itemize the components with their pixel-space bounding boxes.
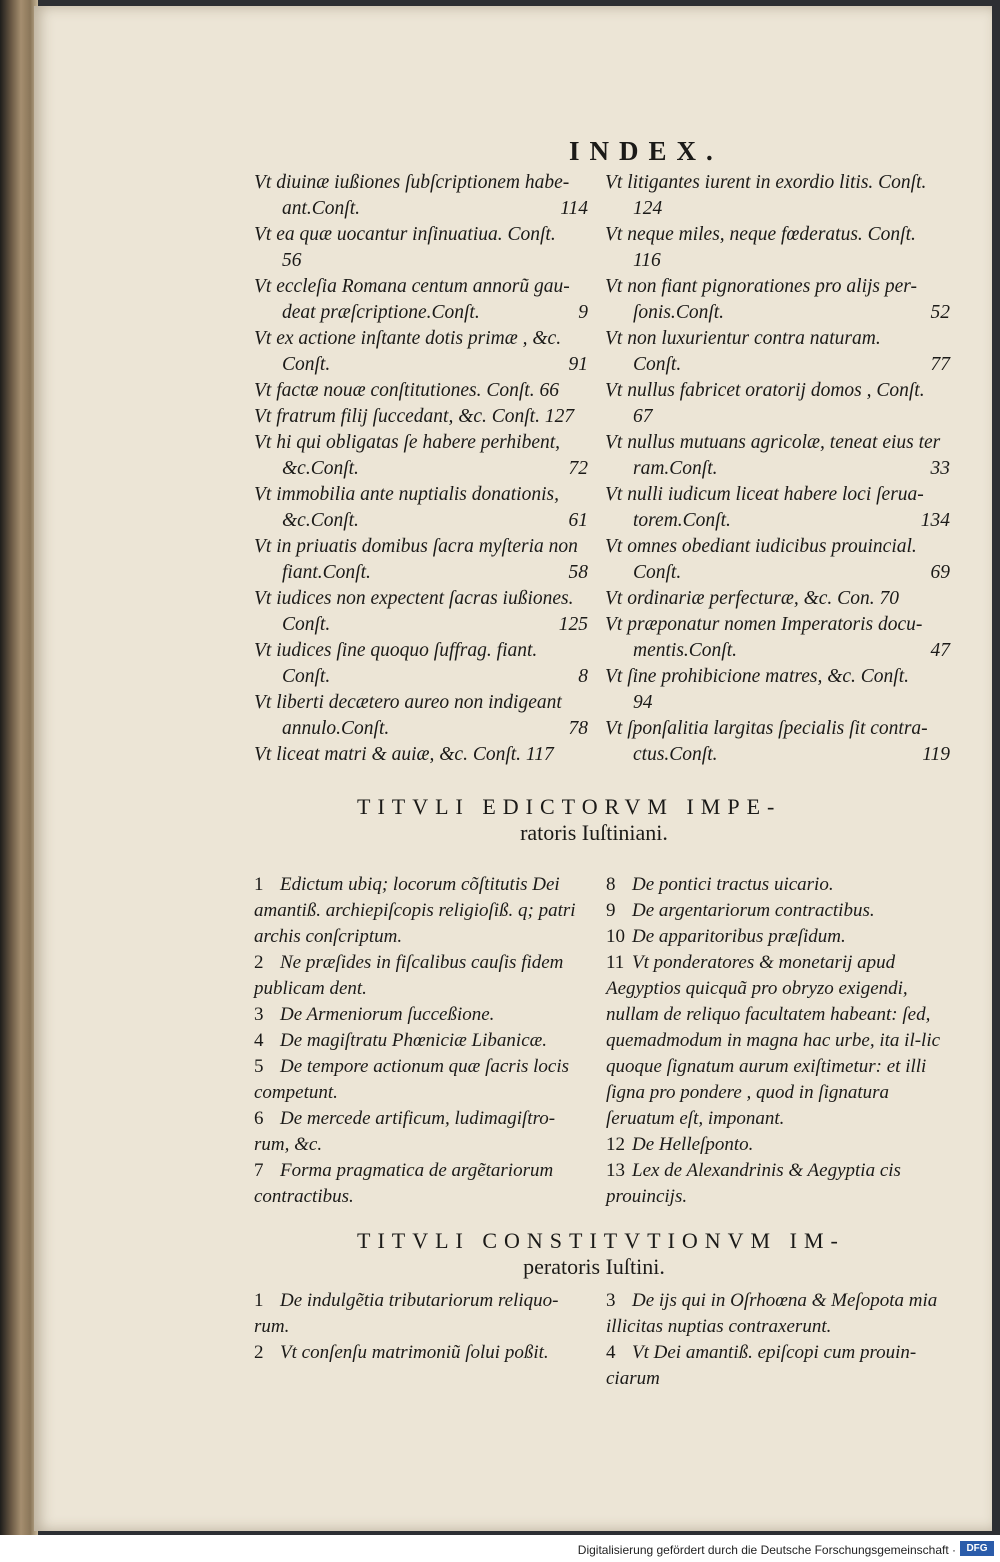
title-item-text: De pontici tractus uicario. xyxy=(632,874,834,895)
constitutiones-title-line2: peratoris Iuſtini. xyxy=(523,1254,665,1279)
index-entry-text: Vt ordinariæ perfecturæ, &c. Con. 70 xyxy=(605,588,899,609)
index-entry-continuation xyxy=(605,196,950,222)
edicta-title-line2: ratoris Iuſtiniani. xyxy=(520,820,668,845)
title-item xyxy=(254,950,589,1002)
index-entry-cont: Conſt. xyxy=(282,354,331,375)
index-entry-text: Vt ea quæ uocantur inſinuatiua. Conſt. xyxy=(254,224,556,245)
edicta-list-left xyxy=(254,872,589,1210)
index-entry xyxy=(605,274,950,326)
title-item xyxy=(606,924,951,950)
index-entry xyxy=(605,664,950,716)
title-item-number: 12 xyxy=(606,1134,625,1155)
title-item-text: Edictum ubiq; locorum cõſtitutis Dei amantiß. archiepiſcopis religioſiß. q; patri archis conſcriptum. xyxy=(254,874,576,947)
digitization-footer xyxy=(0,1535,1000,1562)
index-entry-number: 9 xyxy=(578,302,588,323)
index-entry-number: 52 xyxy=(930,302,950,323)
index-entry-text: Vt litigantes iurent in exordio litis. Conſt. xyxy=(605,172,927,193)
index-column-right xyxy=(605,170,950,768)
index-entry xyxy=(605,482,950,534)
index-entry-text: Vt immobilia ante nuptialis donationis, xyxy=(254,484,559,505)
index-entry-number: 33 xyxy=(930,458,950,479)
book-binding xyxy=(0,0,38,1535)
index-entry-ref xyxy=(653,404,951,430)
title-item-text: De magiſtratu Phœniciæ Libanicæ. xyxy=(280,1030,548,1051)
index-entry xyxy=(254,170,588,222)
index-entry-cont: mentis. xyxy=(633,640,689,661)
index-entry xyxy=(254,690,588,742)
index-entry-continuation xyxy=(254,508,588,534)
book-page xyxy=(34,6,992,1531)
index-entry-cont: ram. xyxy=(633,458,670,479)
constitutiones-title-line1: TITVLI CONSTITVTIONVM IM- xyxy=(357,1228,845,1253)
title-item xyxy=(606,1158,951,1210)
index-entry-ref: Conſt. xyxy=(669,458,718,479)
title-item-number: 4 xyxy=(254,1030,264,1051)
title-item-text: Lex de Alexandrinis & Aegyptia cis prouincijs. xyxy=(606,1160,901,1207)
index-entry-cont: torem. xyxy=(633,510,683,531)
index-entry-text: Vt ſponſalitia largitas ſpecialis ſit contra- xyxy=(605,718,928,739)
index-entry-cont: Conſt. xyxy=(282,614,331,635)
index-entry-text: Vt liceat matri & auiæ, &c. Conſt. 117 xyxy=(254,744,554,765)
index-entry-continuation xyxy=(254,300,588,326)
title-item xyxy=(254,1054,589,1106)
index-entry-text: Vt eccleſia Romana centum annorũ gau- xyxy=(254,276,570,297)
index-entry-number: 61 xyxy=(568,510,588,531)
title-item xyxy=(254,872,589,950)
index-entry-number: 77 xyxy=(930,354,950,375)
title-item-number: 1 xyxy=(254,1290,264,1311)
index-entry-cont: Conſt. xyxy=(282,666,331,687)
title-item xyxy=(606,950,951,1132)
title-item-number: 4 xyxy=(606,1342,616,1363)
index-entry-cont: 94 xyxy=(633,692,653,713)
title-item xyxy=(254,1002,589,1028)
title-item-text: Ne præſides in fiſcalibus cauſis fidem publicam dent. xyxy=(254,952,564,999)
index-entry-ref xyxy=(302,248,589,274)
index-entry-cont: ant. xyxy=(282,198,312,219)
edicta-list-right xyxy=(606,872,951,1210)
index-entry-ref: Conſt. xyxy=(341,718,390,739)
title-item-text: De apparitoribus præſidum. xyxy=(632,926,846,947)
index-entry-number: 69 xyxy=(930,562,950,583)
index-entry-continuation xyxy=(605,560,950,586)
index-entry xyxy=(605,612,950,664)
index-entry-number: 78 xyxy=(568,718,588,739)
index-entry-continuation xyxy=(605,352,950,378)
title-item-number: 9 xyxy=(606,900,616,921)
index-entry-text: Vt nullus mutuans agricolæ, teneat eius ter xyxy=(605,432,941,453)
index-entry xyxy=(605,170,950,222)
index-entry-cont: Conſt. xyxy=(633,562,682,583)
index-entry-cont: annulo. xyxy=(282,718,342,739)
index-entry-number: 58 xyxy=(568,562,588,583)
index-entry xyxy=(254,638,588,690)
index-entry-cont: fiant. xyxy=(282,562,323,583)
title-item xyxy=(606,1132,951,1158)
title-item-number: 6 xyxy=(254,1108,264,1129)
title-item-text: Vt ponderatores & monetarij apud Aegyptios quicquã pro obryzo exigendi, nullam de reliquo facultatem habeant: ſed, quemadmodum in magna hac urbe, ita il-lic quoque ſignatum aurum exiſtimetur: et illi ſigna pro pondere , quod in ſignatura ſeruatum eſt, imponant. xyxy=(606,952,941,1129)
index-entry-text: Vt iudices non expectent ſacras iußiones. xyxy=(254,588,574,609)
index-entry-cont: &c. xyxy=(282,510,311,531)
index-entry-number: 119 xyxy=(922,744,950,765)
index-entry-text: Vt fratrum filij ſuccedant, &c. Conſt. 127 xyxy=(254,406,575,427)
edicta-title-line1: TITVLI EDICTORVM IMPE- xyxy=(357,794,782,819)
title-item xyxy=(254,1106,589,1158)
title-item xyxy=(606,1288,951,1340)
title-item xyxy=(606,1340,951,1392)
title-item xyxy=(254,1340,589,1366)
title-item-number: 10 xyxy=(606,926,625,947)
title-item xyxy=(254,1028,589,1054)
title-item-text: De mercede artificum, ludimagiſtro-rum, &c. xyxy=(254,1108,556,1155)
index-entry-text: Vt neque miles, neque fœderatus. Conſt. xyxy=(605,224,916,245)
index-entry-cont: 67 xyxy=(633,406,653,427)
title-item-text: De indulgẽtia tributariorum reliquo-rum. xyxy=(254,1290,559,1337)
index-entry-cont: Conſt. xyxy=(633,354,682,375)
title-item xyxy=(254,1158,589,1210)
index-entry-continuation xyxy=(254,664,588,690)
index-entry-ref: Conſt. xyxy=(322,562,371,583)
title-item-number: 3 xyxy=(254,1004,264,1025)
index-entry-ref xyxy=(662,196,950,222)
index-entry xyxy=(605,378,950,430)
index-entry-continuation xyxy=(605,404,950,430)
index-entry-ref: Conſt. xyxy=(675,302,725,323)
index-entry-ref xyxy=(681,352,930,378)
index-entry xyxy=(605,326,950,378)
index-entry-ref: Conſt. xyxy=(431,302,480,323)
index-entry-cont: 116 xyxy=(633,250,661,271)
index-entry-text: Vt præponatur nomen Imperatoris docu- xyxy=(605,614,923,635)
index-entry-number: 114 xyxy=(560,198,588,219)
index-entry-number: 72 xyxy=(568,458,588,479)
index-entry xyxy=(605,586,950,612)
index-entry xyxy=(605,222,950,274)
index-entry-continuation xyxy=(254,248,588,274)
index-entry-continuation xyxy=(254,196,588,222)
dfg-logo: DFG xyxy=(960,1541,994,1556)
index-entry xyxy=(605,534,950,586)
index-entry-ref xyxy=(330,352,568,378)
index-entry-text: Vt non luxurientur contra naturam. xyxy=(605,328,881,349)
index-entry-continuation xyxy=(605,690,950,716)
title-item xyxy=(606,872,951,898)
index-entry-cont: 56 xyxy=(282,250,302,271)
index-entry xyxy=(254,586,588,638)
index-entry-text: Vt factæ nouæ conſtitutiones. Conſt. 66 xyxy=(254,380,559,401)
index-entry-ref: Conſt. xyxy=(311,198,361,219)
index-entry-text: Vt non fiant pignorationes pro alijs per- xyxy=(605,276,917,297)
title-item-number: 8 xyxy=(606,874,616,895)
index-entry-number: 47 xyxy=(930,640,950,661)
edicta-title xyxy=(254,794,934,846)
index-entry-text: Vt diuinæ iußiones ſubſcriptionem habe- xyxy=(254,172,570,193)
index-entry-cont: 124 xyxy=(633,198,663,219)
index-entry xyxy=(254,430,588,482)
index-entry xyxy=(254,482,588,534)
title-item-number: 11 xyxy=(606,952,625,973)
index-entry-cont: ctus. xyxy=(633,744,670,765)
index-entry-ref xyxy=(681,560,930,586)
index-entry-continuation xyxy=(605,248,950,274)
title-item xyxy=(254,1288,589,1340)
index-entry xyxy=(605,716,950,768)
index-entry-cont: &c. xyxy=(282,458,311,479)
title-item-text: De tempore actionum quæ ſacris locis competunt. xyxy=(254,1056,570,1103)
index-entry-continuation xyxy=(254,612,588,638)
index-entry-number: 125 xyxy=(558,614,588,635)
title-item-number: 3 xyxy=(606,1290,616,1311)
index-entry-ref: Conſt. xyxy=(682,510,731,531)
title-item-number: 13 xyxy=(606,1160,625,1181)
index-entry-text: Vt omnes obediant iudicibus prouincial. xyxy=(605,536,917,557)
index-entry-continuation xyxy=(605,508,950,534)
index-entry-cont: ſonis. xyxy=(633,302,676,323)
index-entry-text: Vt nullus fabricet oratorij domos , Conſt. xyxy=(605,380,925,401)
index-entry-continuation xyxy=(605,638,950,664)
running-head: INDEX. xyxy=(569,136,723,166)
index-entry-ref: Conſt. xyxy=(669,744,718,765)
index-entry-number: 134 xyxy=(920,510,950,531)
index-entry-text: Vt hi qui obligatas ſe habere perhibent, xyxy=(254,432,561,453)
title-item-text: Forma pragmatica de argẽtariorum contractibus. xyxy=(254,1160,554,1207)
index-entry-text: Vt liberti decætero aureo non indigeant xyxy=(254,692,562,713)
index-entry-continuation xyxy=(605,456,950,482)
index-entry-ref xyxy=(653,690,951,716)
index-entry xyxy=(254,742,588,768)
title-item-text: Vt conſenſu matrimoniũ ſolui poßit. xyxy=(280,1342,549,1363)
index-entry-continuation xyxy=(605,300,950,326)
index-entry-number: 91 xyxy=(568,354,588,375)
index-column-left xyxy=(254,170,588,768)
index-entry-continuation xyxy=(254,352,588,378)
index-entry-ref xyxy=(330,612,559,638)
index-entry xyxy=(254,274,588,326)
title-item xyxy=(606,898,951,924)
constitutiones-title xyxy=(254,1228,934,1280)
index-entry-ref: Conſt. xyxy=(688,640,738,661)
index-entry xyxy=(254,534,588,586)
constitutiones-list-right xyxy=(606,1288,951,1392)
title-item-number: 2 xyxy=(254,1342,264,1363)
index-entry-ref: Conſt. xyxy=(310,510,359,531)
title-item-number: 2 xyxy=(254,952,264,973)
title-item-text: De ijs qui in Oſrhoœna & Meſopota mia illicitas nuptias contraxerunt. xyxy=(606,1290,938,1337)
index-entry-text: Vt ex actione inſtante dotis primæ , &c. xyxy=(254,328,562,349)
index-entry-text: Vt nulli iudicum liceat habere loci ſerua- xyxy=(605,484,924,505)
title-item-text: De Helleſponto. xyxy=(632,1134,754,1155)
title-item-text: De Armeniorum ſucceßione. xyxy=(280,1004,495,1025)
index-entry xyxy=(605,430,950,482)
title-item-text: Vt Dei amantiß. epiſcopi cum prouin-ciarum xyxy=(606,1342,917,1389)
index-entry xyxy=(254,404,588,430)
index-entry-continuation xyxy=(254,716,588,742)
title-item-number: 5 xyxy=(254,1056,264,1077)
title-item-text: De argentariorum contractibus. xyxy=(632,900,875,921)
index-entry-continuation xyxy=(254,456,588,482)
index-entry-text: Vt in priuatis domibus ſacra myſteria non xyxy=(254,536,578,557)
index-entry-ref xyxy=(661,248,950,274)
index-entry-cont: deat præſcriptione. xyxy=(282,302,432,323)
title-item-number: 1 xyxy=(254,874,264,895)
index-entry-number: 8 xyxy=(578,666,588,687)
title-item-number: 7 xyxy=(254,1160,264,1181)
index-entry xyxy=(254,378,588,404)
index-entry xyxy=(254,222,588,274)
index-entry-continuation xyxy=(605,742,950,768)
index-entry-text: Vt ſine prohibicione matres, &c. Conſt. xyxy=(605,666,910,687)
index-entry-ref xyxy=(330,664,578,690)
footer-text: Digitalisierung gefördert durch die Deutsche Forschungsgemeinschaft · xyxy=(577,1543,956,1557)
index-entry xyxy=(254,326,588,378)
index-entry-continuation xyxy=(254,560,588,586)
index-entry-text: Vt iudices ſine quoquo ſuffrag. fiant. xyxy=(254,640,538,661)
constitutiones-list-left xyxy=(254,1288,589,1366)
index-entry-ref: Conſt. xyxy=(310,458,359,479)
